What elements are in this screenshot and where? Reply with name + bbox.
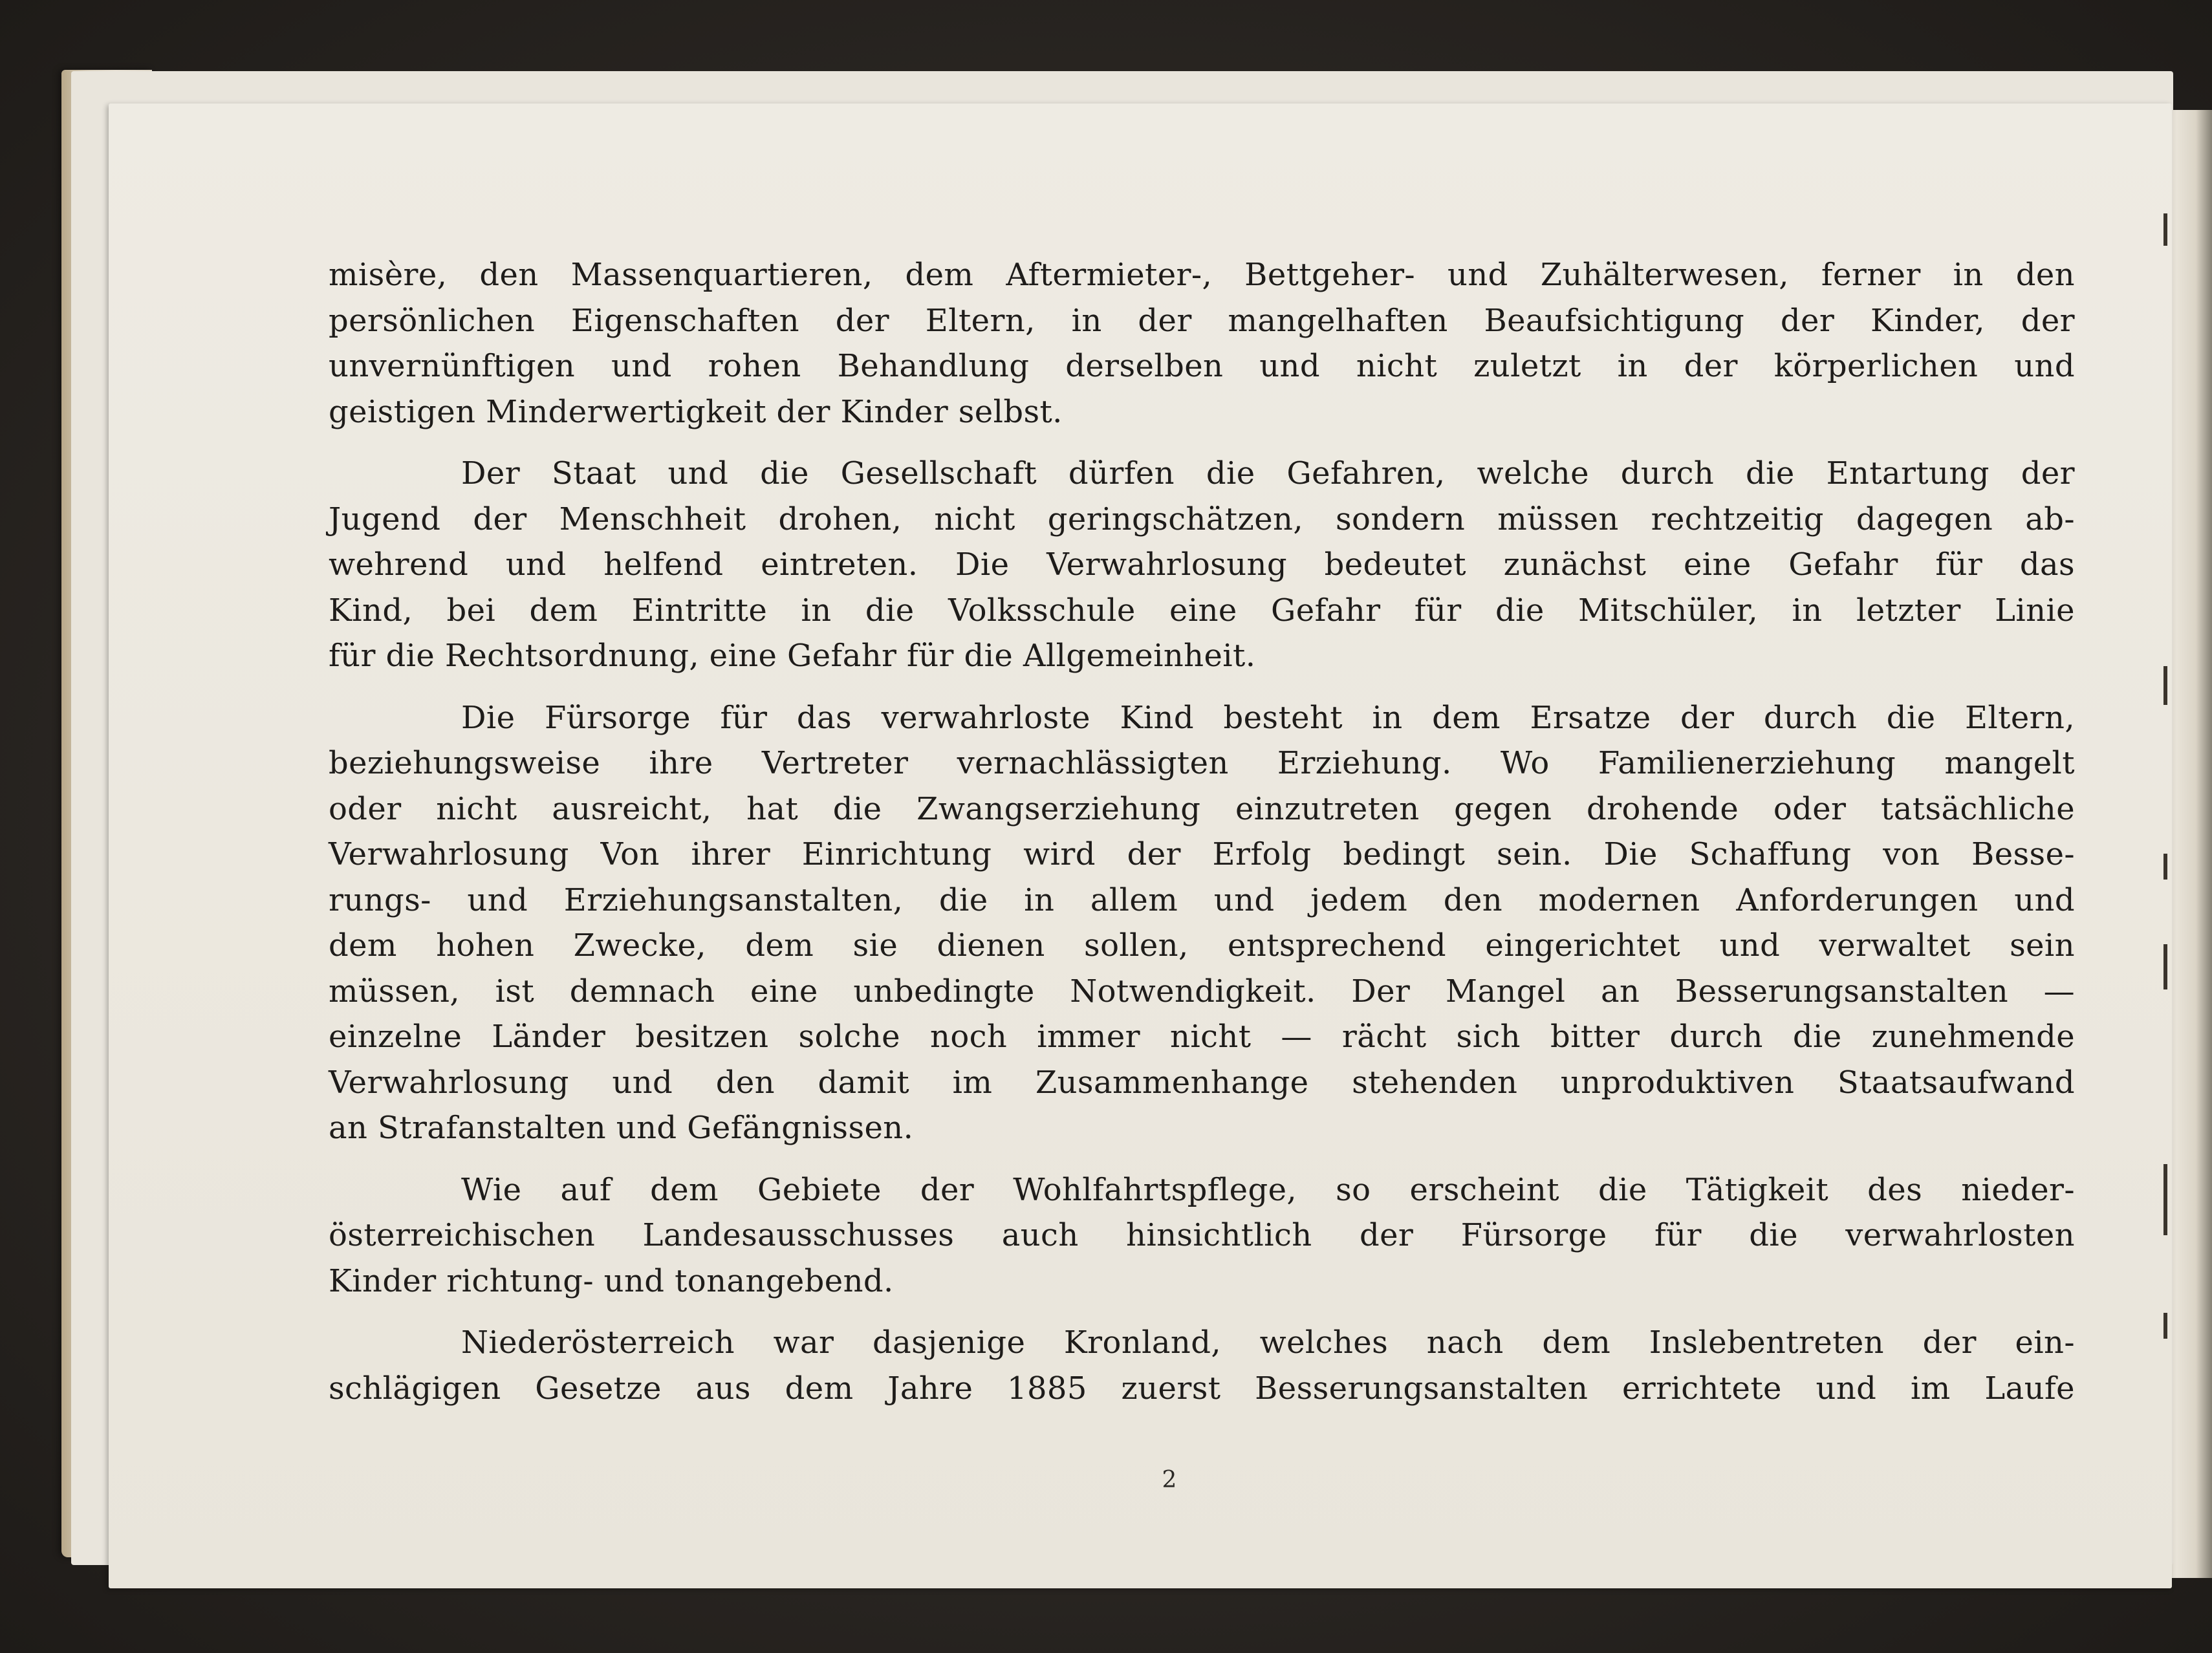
text-line: Kinder richtung- und tonangebend. (329, 1262, 894, 1299)
text-line: wehrend und helfend eintreten. Die Verwahrlosung bedeutet zunächst eine Gefahr für das (329, 546, 2075, 583)
text-line: müssen, ist demnach eine unbedingte Notwendigkeit. Der Mangel an Besserungsanstalten — (329, 973, 2075, 1010)
text-line: Die Fürsorge für das verwahrloste Kind besteht in dem Ersatze der durch die Eltern, (461, 699, 2075, 736)
text-line: Verwahrlosung und den damit im Zusammenhange stehenden unproduktiven Staatsaufwand (329, 1064, 2075, 1101)
text-line: Verwahrlosung Von ihrer Einrichtung wird der Erfolg bedingt sein. Die Schaffung von Besse- (329, 836, 2075, 872)
thread-mark (2163, 1164, 2167, 1235)
text-line: an Strafanstalten und Gefängnissen. (329, 1110, 914, 1146)
page-number: 2 (1162, 1467, 1177, 1493)
paragraph-2 (329, 451, 2075, 679)
text-line: misère, den Massenquartieren, dem Aftermieter-, Bettgeher- und Zuhälterwesen, ferner in den (329, 257, 2075, 293)
thread-mark (2163, 213, 2167, 246)
text-line: Wie auf dem Gebiete der Wohlfahrtspflege, so erscheint die Tätigkeit des nieder- (461, 1171, 2075, 1208)
paragraph-3 (329, 695, 2075, 1151)
text-line: unvernünftigen und rohen Behandlung derselben und nicht zuletzt in der körperlichen und (329, 348, 2075, 384)
text-line: rungs- und Erziehungsanstalten, die in allem und jedem den modernen Anforderungen und (329, 881, 2075, 918)
paragraph-5 (329, 1320, 2075, 1411)
text-line: Kind, bei dem Eintritte in die Volksschule eine Gefahr für die Mitschüler, in letzter Linie (329, 592, 2075, 629)
thread-mark (2163, 1313, 2167, 1339)
book-page (109, 103, 2172, 1588)
paragraph-1 (329, 252, 2075, 435)
thread-mark (2163, 854, 2167, 880)
text-line: oder nicht ausreicht, hat die Zwangserziehung einzutreten gegen drohende oder tatsächliche (329, 790, 2075, 827)
text-line: schlägigen Gesetze aus dem Jahre 1885 zuerst Besserungsanstalten errichtete und im Laufe (329, 1370, 2075, 1407)
text-line: österreichischen Landesausschusses auch hinsichtlich der Fürsorge für die verwahrlosten (329, 1217, 2075, 1253)
text-line: geistigen Minderwertigkeit der Kinder selbst. (329, 393, 1063, 430)
thread-mark (2163, 944, 2167, 989)
text-line: persönlichen Eigenschaften der Eltern, in der mangelhaften Beaufsichtigung der Kinder, der (329, 302, 2075, 339)
text-line: einzelne Länder besitzen solche noch immer nicht — rächt sich bitter durch die zunehmende (329, 1019, 2075, 1055)
page-text (329, 252, 2075, 1427)
paragraph-4 (329, 1167, 2075, 1304)
thread-mark (2163, 666, 2167, 705)
text-line: Jugend der Menschheit drohen, nicht geringschätzen, sondern müssen rechtzeitig dagegen ab- (329, 501, 2075, 537)
text-line: beziehungsweise ihre Vertreter vernachlässigten Erziehung. Wo Familienerziehung mangelt (329, 745, 2075, 781)
book-edge-shadow (2196, 110, 2212, 1578)
text-line: Der Staat und die Gesellschaft dürfen die Gefahren, welche durch die Entartung der (461, 455, 2075, 492)
text-line: Niederösterreich war dasjenige Kronland, welches nach dem Inslebentreten der ein- (461, 1324, 2075, 1361)
text-line: für die Rechtsordnung, eine Gefahr für die Allgemeinheit. (329, 638, 1256, 674)
text-line: dem hohen Zwecke, dem sie dienen sollen, entsprechend eingerichtet und verwaltet sein (329, 927, 2075, 964)
binding-thread-marks (2163, 213, 2171, 1378)
